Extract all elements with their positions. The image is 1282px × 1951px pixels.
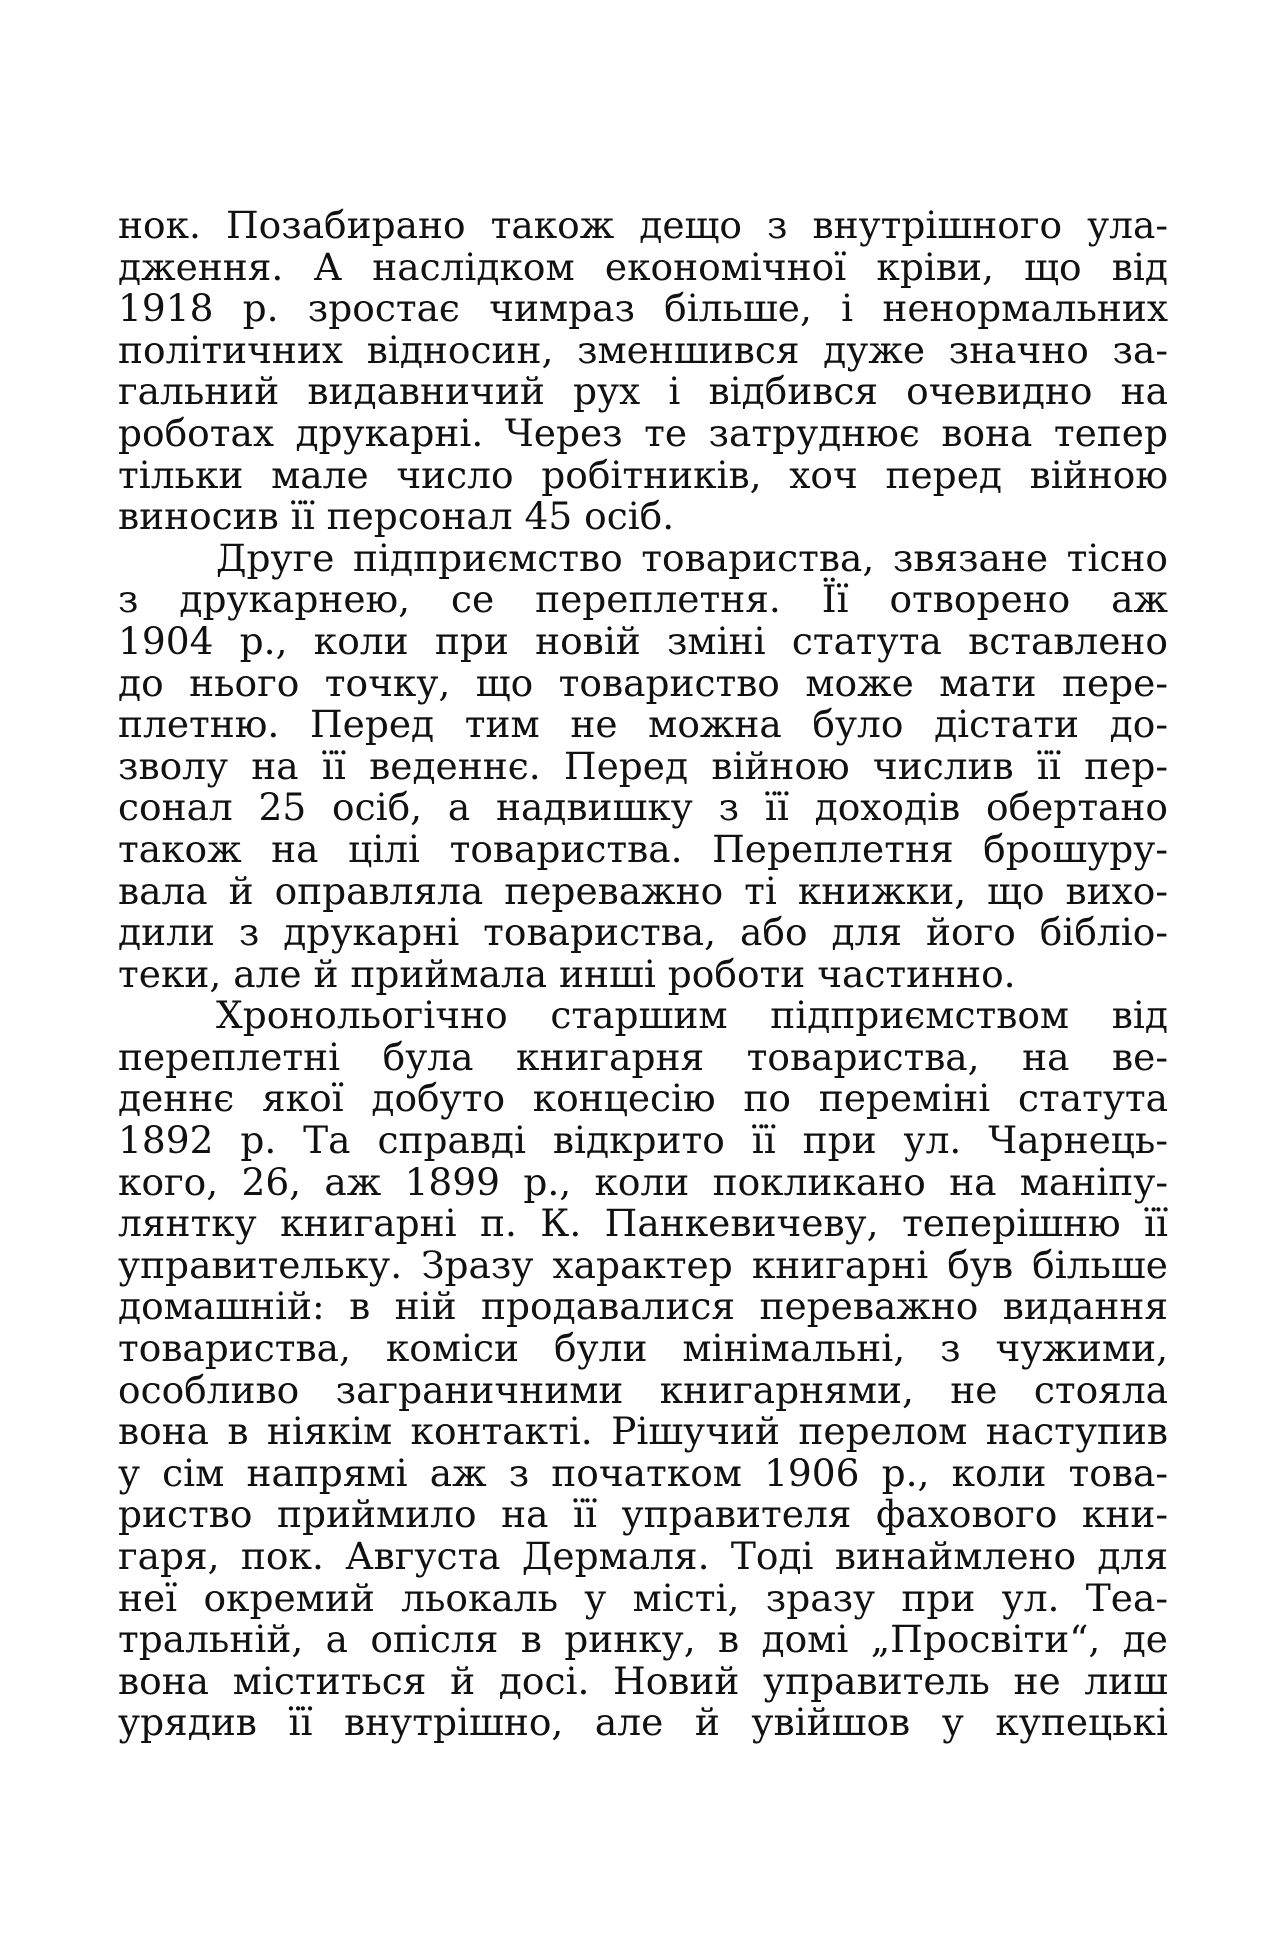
- text-line: з друкарнею, се переплетня. Її отворено аж: [118, 577, 1168, 622]
- text-line: дили з друкарні товариства, або для його бібліо-: [118, 910, 1168, 955]
- paragraph-3: [118, 995, 1168, 1744]
- text-line: вона міститься й досі. Новий управитель не лиш: [118, 1658, 1168, 1703]
- text-line: лянтку книгарні п. К. Панкевичеву, теперішню її: [118, 1201, 1168, 1246]
- text-line: 1892 р. Та справді відкрито її при ул. Чарнець-: [118, 1118, 1168, 1163]
- text-line: роботах друкарні. Через те затруднює вона тепер: [118, 410, 1168, 455]
- text-line: деннє якої добуто концесію по переміні статута: [118, 1076, 1168, 1121]
- text-line: риство приймило на її управителя фахового кни-: [118, 1492, 1168, 1537]
- text-line: домашній: в ній продавалися переважно видання: [118, 1284, 1168, 1329]
- text-line: переплетні була книгарня товариства, на ве-: [118, 1034, 1168, 1079]
- text-line: нок. Позабирано також дещо з внутрішного ула-: [118, 203, 1168, 247]
- text-line: управительку. Зразу характер книгарні був більше: [118, 1242, 1168, 1287]
- text-line: політичних відносин, зменшився дуже значно за-: [118, 327, 1168, 372]
- text-line: сонал 25 осіб, а надвишку з її доходів обертано: [118, 785, 1168, 830]
- text-line: вала й оправляла переважно ті книжки, що вихо-: [118, 868, 1168, 913]
- text-line: тільки мале число робітників, хоч перед війною: [118, 452, 1168, 497]
- page-text: [118, 205, 1168, 1865]
- text-line: 1904 р., коли при новій зміні статута вставлено: [118, 618, 1168, 663]
- text-line: Друге підприємство товариства, звязане тісно: [216, 535, 1168, 580]
- text-line: вона в ніякім контакті. Рішучий перелом наступив: [118, 1409, 1168, 1454]
- text-line: плетню. Перед тим не можна було дістати до-: [118, 702, 1168, 747]
- text-line: у сім напрямі аж з початком 1906 р., коли това-: [118, 1450, 1168, 1495]
- text-line: дження. А наслідком економічної кріви, що від: [118, 244, 1168, 289]
- text-line: товариства, коміси були мінімальні, з чужими,: [118, 1326, 1168, 1371]
- text-line: також на цілі товариства. Переплетня брошуру-: [118, 826, 1168, 871]
- text-line: 1918 р. зростає чимраз більше, і ненормальних: [118, 286, 1168, 331]
- text-line: теки, але й приймала инші роботи частинно.: [118, 951, 1016, 996]
- text-line: тральній, а опісля в ринку, в домі „Просвіти“, де: [118, 1617, 1168, 1662]
- text-line: кого, 26, аж 1899 р., коли покликано на маніпу-: [118, 1159, 1168, 1204]
- text-line: виносив її персонал 45 осіб.: [118, 494, 675, 539]
- paragraph-1: [118, 205, 1168, 538]
- text-line: гальний видавничий рух і відбився очевидно на: [118, 369, 1168, 414]
- text-line: неї окремий льокаль у місті, зразу при ул. Теа-: [118, 1575, 1168, 1620]
- text-line: до нього точку, що товариство може мати пере-: [118, 660, 1168, 705]
- text-line: Хронольогічно старшим підприємством від: [216, 993, 1168, 1038]
- text-line: гаря, пок. Августа Дермаля. Тоді винаймлено для: [118, 1534, 1168, 1578]
- paragraph-2: [118, 535, 1168, 996]
- text-line: зволу на її веденнє. Перед війною числив її пер-: [118, 743, 1168, 788]
- text-line: особливо заграничними книгарнями, не стояла: [118, 1367, 1168, 1412]
- text-line: урядив її внутрішно, але й увійшов у купецькі: [118, 1700, 1168, 1745]
